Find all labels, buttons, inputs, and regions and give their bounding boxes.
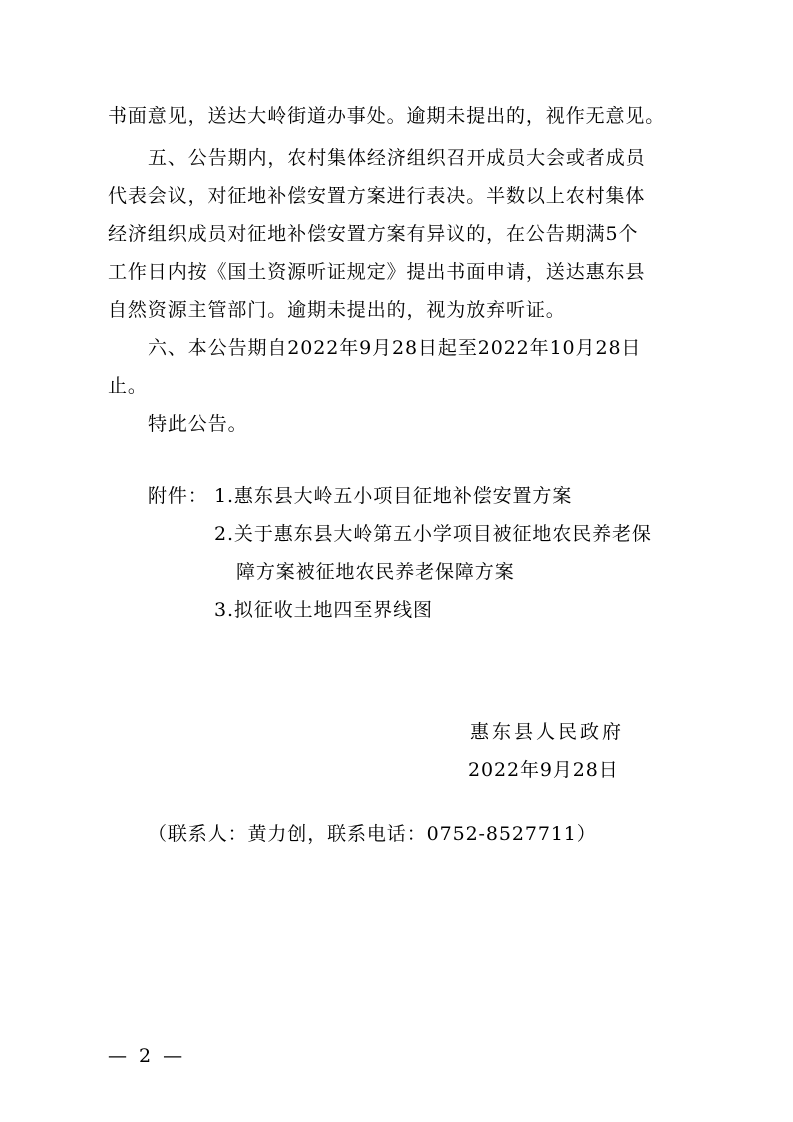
body-line-8: 止。 bbox=[108, 375, 148, 397]
contact-info: （联系人：黄力创，联系电话：0752-8527711） bbox=[148, 823, 597, 845]
attachment-item-2-continued: 障方案被征地农民养老保障方案 bbox=[236, 561, 515, 583]
body-line-6: 自然资源主管部门。逾期未提出的，视为放弃听证。 bbox=[108, 299, 566, 321]
body-line-4: 经济组织成员对征地补偿安置方案有异议的，在公告期满5个 bbox=[108, 223, 639, 245]
closing-line: 特此公告。 bbox=[148, 413, 248, 435]
body-line-3: 代表会议，对征地补偿安置方案进行表决。半数以上农村集体 bbox=[108, 185, 646, 207]
signature-organization: 惠东县人民政府 bbox=[470, 721, 625, 743]
body-line-1: 书面意见，送达大岭街道办事处。逾期未提出的，视作无意见。 bbox=[108, 105, 666, 127]
attachment-item-2: 2.关于惠东县大岭第五小学项目被征地农民养老保 bbox=[214, 523, 652, 545]
attachments-label: 附件： bbox=[148, 485, 208, 507]
body-line-7: 六、本公告期自2022年9月28日起至2022年10月28日 bbox=[148, 337, 642, 359]
body-line-5: 工作日内按《国土资源听证规定》提出书面申请，送达惠东县 bbox=[108, 261, 646, 283]
page-number: — 2 — bbox=[108, 1045, 186, 1067]
attachment-item-1: 1.惠东县大岭五小项目征地补偿安置方案 bbox=[214, 485, 573, 507]
attachment-item-3: 3.拟征收土地四至界线图 bbox=[214, 599, 433, 621]
body-line-2: 五、公告期内，农村集体经济组织召开成员大会或者成员 bbox=[148, 147, 646, 169]
signature-date: 2022年9月28日 bbox=[468, 759, 619, 781]
